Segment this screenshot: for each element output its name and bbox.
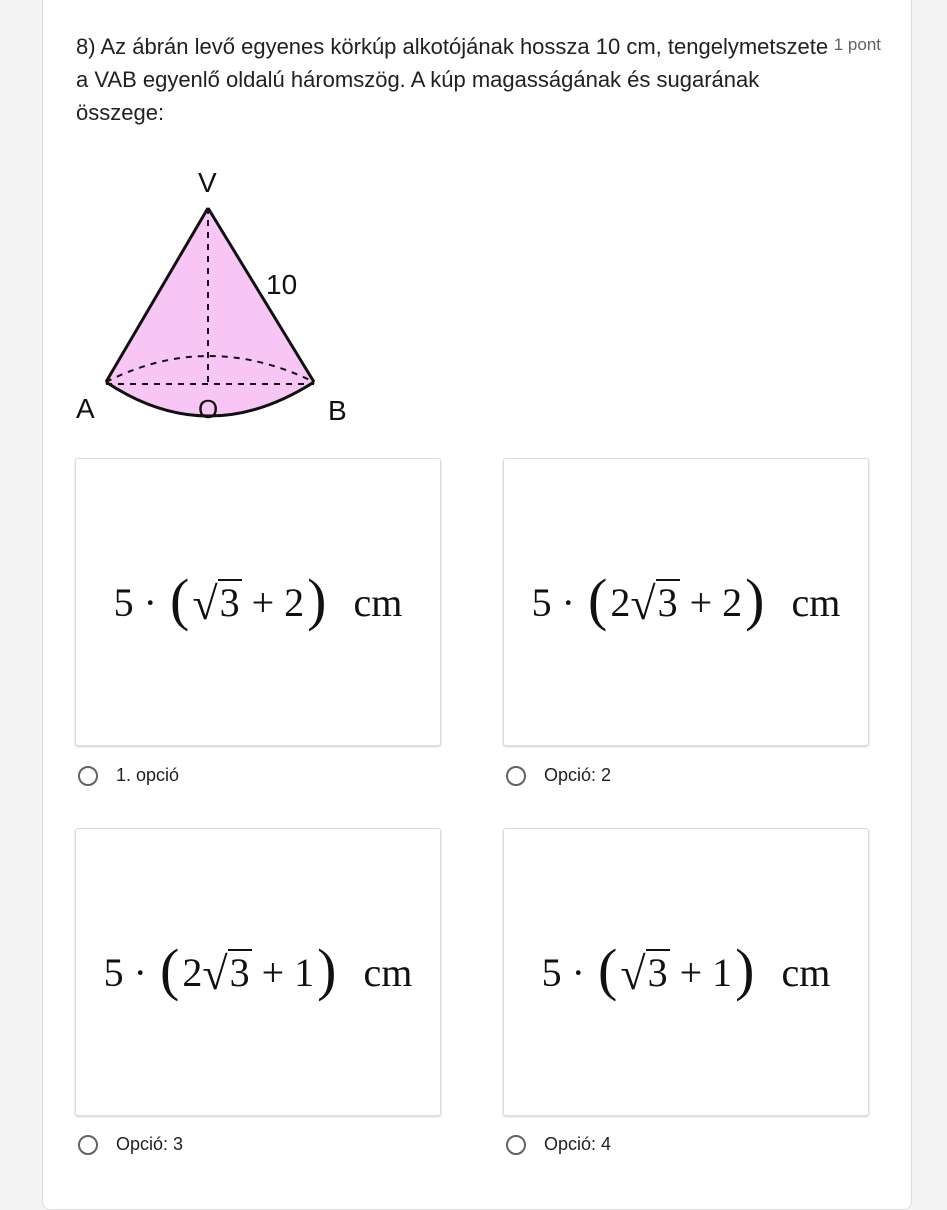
left-paren: ( (169, 567, 190, 632)
option-2-label: Opció: 2 (544, 765, 612, 785)
right-paren: ) (307, 567, 327, 632)
label-a: A (76, 393, 95, 424)
unit: cm (781, 949, 831, 995)
sqrt (192, 578, 241, 629)
option-4-expression (541, 937, 831, 1002)
unit: cm (791, 579, 841, 625)
radio-button-1[interactable] (78, 766, 98, 786)
multiply-dot: · (561, 579, 575, 625)
label-b: B (328, 395, 347, 426)
sqrt-icon: √ (202, 948, 228, 999)
option-1-expression (113, 567, 403, 632)
option-2-expression (531, 567, 841, 632)
radio-button-2[interactable] (506, 766, 526, 786)
option-4-label: Opció: 4 (544, 1134, 612, 1154)
right-paren: ) (317, 937, 337, 1002)
coefficient: 5 (541, 949, 562, 995)
plus-sign: + (251, 579, 275, 625)
sqrt-icon: √ (630, 578, 656, 629)
radicand: 3 (229, 950, 250, 995)
option-2-choice[interactable] (506, 765, 611, 786)
option-4-choice[interactable] (506, 1134, 611, 1155)
option-4-image[interactable] (503, 828, 869, 1116)
multiply-dot: · (133, 949, 147, 995)
sqrt (630, 578, 679, 629)
option-3-expression (103, 937, 413, 1002)
multiply-dot: · (143, 579, 157, 625)
question-text: 8) Az ábrán levő egyenes körkúp alkotójának hossza 10 cm, tengelymetszete a VAB egyenlő oldalú háromszög. A kúp magasságának és sugarának összege: (76, 34, 829, 125)
option-1-image[interactable] (75, 458, 441, 746)
unit: cm (353, 579, 403, 625)
cone-figure (68, 160, 368, 440)
coefficient: 5 (113, 579, 134, 625)
label-side-length: 10 (266, 269, 298, 300)
plus-sign: + (679, 949, 703, 995)
addend: 2 (284, 579, 305, 625)
addend: 2 (722, 579, 743, 625)
addend: 1 (294, 949, 315, 995)
plus-sign: + (689, 579, 713, 625)
right-paren: ) (735, 937, 755, 1002)
cone-fill (106, 208, 314, 416)
coefficient: 5 (531, 579, 552, 625)
radio-button-3[interactable] (78, 1135, 98, 1155)
option-3-image[interactable] (75, 828, 441, 1116)
sqrt (620, 948, 669, 999)
inner-prefix: 2 (182, 949, 203, 995)
radicand: 3 (219, 580, 240, 625)
option-3-label: Opció: 3 (116, 1134, 184, 1154)
left-paren: ( (159, 937, 180, 1002)
option-1-label: 1. opció (116, 765, 180, 785)
radicand: 3 (657, 580, 678, 625)
sqrt (202, 948, 251, 999)
option-2-image[interactable] (503, 458, 869, 746)
sqrt-icon: √ (192, 578, 218, 629)
coefficient: 5 (103, 949, 124, 995)
radicand: 3 (647, 950, 668, 995)
multiply-dot: · (571, 949, 585, 995)
radio-button-4[interactable] (506, 1135, 526, 1155)
label-v: V (198, 167, 217, 198)
left-paren: ( (597, 937, 618, 1002)
unit: cm (363, 949, 413, 995)
right-paren: ) (745, 567, 765, 632)
plus-sign: + (261, 949, 285, 995)
points-label: 1 pont (833, 35, 881, 54)
sqrt-icon: √ (620, 948, 646, 999)
option-3-choice[interactable] (78, 1134, 183, 1155)
addend: 1 (712, 949, 733, 995)
label-o: O (198, 394, 219, 424)
option-1-choice[interactable] (78, 765, 179, 786)
inner-prefix: 2 (610, 579, 631, 625)
left-paren: ( (587, 567, 608, 632)
